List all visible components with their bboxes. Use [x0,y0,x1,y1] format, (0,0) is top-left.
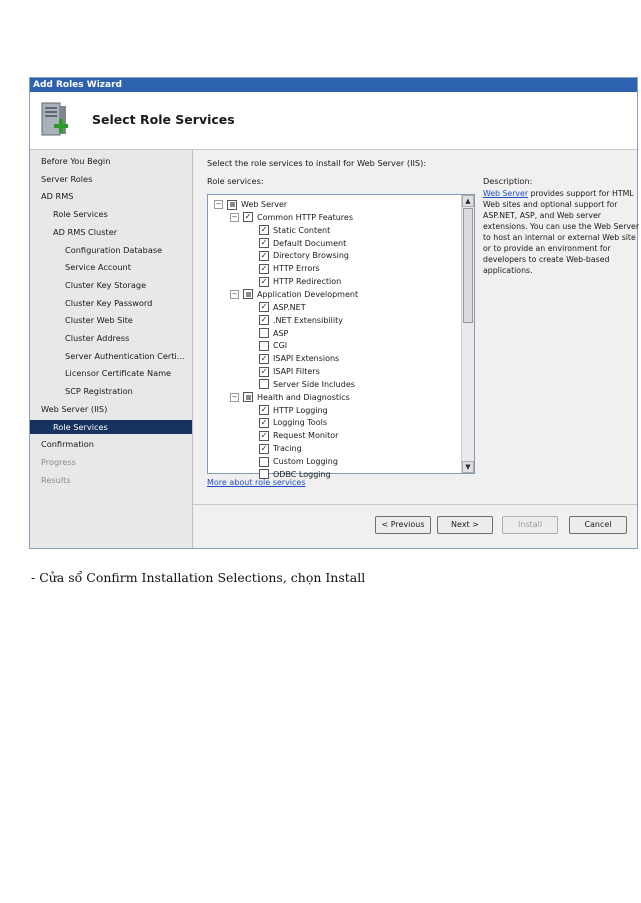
tree-item-label: ISAPI Extensions [273,354,340,364]
checkbox[interactable]: ✓ [260,225,268,235]
nav-step-server-authentication-certi[interactable]: Server Authentication Certi... [65,350,185,361]
more-about-role-services-link[interactable]: More about role services [207,478,306,487]
checkbox[interactable]: ✓ [260,443,268,453]
nav-step-web-server-iis[interactable]: Web Server (IIS) [41,403,108,414]
cancel-button[interactable]: Cancel [569,516,627,534]
checkbox[interactable]: ✓ [260,238,268,248]
tree-item[interactable] [208,224,458,237]
tree-item-label: HTTP Errors [273,264,320,274]
tree-item[interactable] [208,339,458,352]
tree-scrollbar[interactable] [461,195,474,473]
tree-item[interactable] [208,198,458,211]
collapse-icon[interactable]: − [215,200,222,208]
tree-item-label: Custom Logging [273,457,338,466]
tree-item[interactable] [208,416,458,429]
nav-step-cluster-web-site[interactable]: Cluster Web Site [65,315,133,326]
tree-item[interactable] [208,365,458,378]
checkbox[interactable] [243,392,253,402]
tree-item[interactable] [208,262,458,275]
tree-item[interactable] [208,455,458,468]
checkbox[interactable] [259,457,269,467]
scroll-thumb[interactable] [463,208,473,323]
tree-item[interactable] [208,391,458,404]
tree-item[interactable] [208,352,458,365]
checkbox[interactable]: ✓ [260,417,268,427]
tree-item[interactable] [208,442,458,455]
nav-step-confirmation[interactable]: Confirmation [41,439,94,450]
tree-item-label: CGI [273,341,288,351]
nav-step-scp-registration[interactable]: SCP Registration [65,386,133,397]
checkbox[interactable]: ✓ [260,263,268,273]
role-services-tree[interactable] [207,194,475,479]
checkbox[interactable]: ✓ [260,430,268,440]
nav-step-ad-rms[interactable]: AD RMS [41,191,74,202]
nav-step-before-you-begin[interactable]: Before You Begin [41,156,111,166]
nav-step-role-services[interactable]: Role Services [53,209,108,220]
tree-item-label: Application Development [257,289,359,299]
page-title: Select Role Services [92,112,235,127]
tree-item-label: .NET Extensibility [273,315,343,325]
tree-item-label: HTTP Logging [273,405,328,415]
description-text [483,188,641,276]
description-label: Description: [483,176,533,186]
tree-item[interactable] [208,288,458,301]
tree-item[interactable] [208,237,458,250]
checkbox[interactable] [259,341,269,351]
nav-step-cluster-key-storage[interactable]: Cluster Key Storage [65,279,147,290]
role-services-label: Role services: [207,176,264,186]
nav-step-role-services[interactable]: Role Services [30,420,192,434]
install-button[interactable]: Install [502,516,558,534]
nav-step-configuration-database[interactable]: Configuration Database [65,244,163,255]
tree-item-label: Static Content [273,225,331,235]
tree-item-label: Tracing [273,444,302,454]
tree-item[interactable] [208,211,458,224]
nav-step-licensor-certificate-name[interactable]: Licensor Certificate Name [65,368,172,379]
nav-step-ad-rms-cluster[interactable]: AD RMS Cluster [53,226,118,237]
web-server-link[interactable]: Web Server [483,189,529,198]
checkbox[interactable]: ✓ [260,250,268,260]
scroll-up-icon[interactable]: ▲ [462,195,474,207]
wizard-header [30,92,637,150]
checkbox[interactable]: ✓ [260,276,268,286]
tree-item[interactable] [208,378,458,391]
tree-item[interactable] [208,429,458,442]
tree-item[interactable] [208,327,458,340]
main-panel [193,150,640,548]
tree-item-label: Health and Diagnostics [257,392,350,402]
server-add-icon [38,100,72,140]
tree-item[interactable] [208,249,458,262]
tree-item-label: Logging Tools [273,418,327,428]
tree-item-label: Default Document [273,238,347,248]
previous-button[interactable]: < Previous [375,516,431,534]
tree-item-label: Common HTTP Features [257,212,353,222]
checkbox[interactable]: ✓ [260,366,268,376]
footer-divider [193,504,637,505]
window-title: Add Roles Wizard [30,78,637,92]
next-button[interactable]: Next > [437,516,493,534]
nav-step-server-roles[interactable]: Server Roles [41,173,93,184]
tree-item-label: ASP [273,328,289,338]
tree-item[interactable] [208,404,458,417]
checkbox[interactable]: ✓ [260,353,268,363]
tree-item-label: Request Monitor [273,431,339,441]
nav-step-cluster-address[interactable]: Cluster Address [65,333,130,343]
scroll-down-icon[interactable]: ▼ [462,461,474,473]
tree-item-label: HTTP Redirection [273,277,342,287]
tree-item-label: Directory Browsing [273,251,349,261]
tree-item[interactable] [208,314,458,327]
add-roles-wizard-window [29,77,638,549]
nav-step-service-account[interactable]: Service Account [65,262,131,273]
description-body: provides support for HTML Web sites and optional support for ASP.NET, ASP, and Web server extensions. You can use the Web Server to host an internal or external Web site or to provide an environment for developers to create Web-based applications. [483,189,640,275]
checkbox[interactable]: ✓ [260,302,268,312]
checkbox[interactable]: ✓ [260,315,268,325]
tree-item-label: ASP.NET [273,302,306,312]
collapse-icon[interactable]: − [231,289,238,298]
caption-text: - Cửa sổ Confirm Installation Selections, chọn Install [31,570,366,585]
checkbox[interactable] [259,379,269,389]
checkbox[interactable] [227,200,237,210]
nav-step-results[interactable]: Results [41,474,71,485]
nav-step-cluster-key-password[interactable]: Cluster Key Password [65,297,153,308]
tree-item-label: ODBC Logging [273,469,331,479]
collapse-icon[interactable]: − [231,392,238,401]
nav-step-progress[interactable]: Progress [41,456,76,467]
tree-item-label: Server Side Includes [273,379,355,389]
checkbox[interactable] [243,289,253,299]
wizard-step-list [30,150,193,548]
checkbox[interactable] [259,328,269,338]
tree-item-label: ISAPI Filters [273,367,320,377]
checkbox[interactable]: ✓ [244,212,252,222]
tree-item[interactable] [208,275,458,288]
tree-item-label: Web Server [241,200,288,209]
collapse-icon[interactable]: − [231,212,238,221]
tree-item[interactable] [208,301,458,314]
checkbox[interactable]: ✓ [260,405,268,415]
instruction-text: Select the role services to install for Web Server (IIS): [207,158,427,168]
